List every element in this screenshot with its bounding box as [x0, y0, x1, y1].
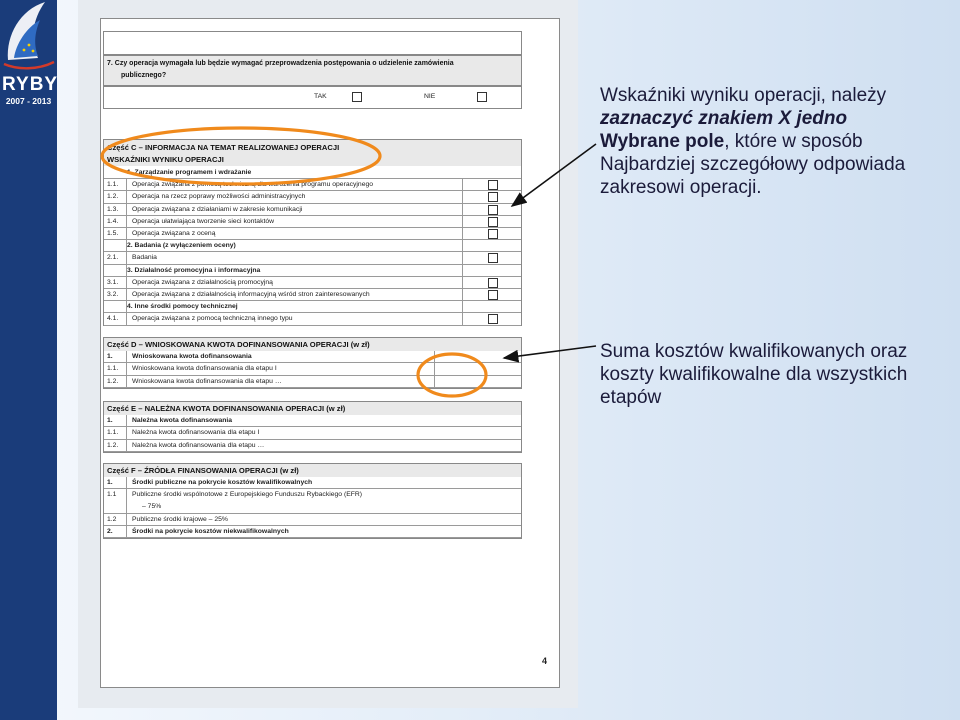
row-number: 2. [107, 527, 113, 535]
row-number: 1.5. [107, 230, 119, 237]
indicator-checkbox[interactable] [488, 314, 498, 324]
part-c-subtitle: WSKAŹNIKI WYNIKU OPERACJI [107, 155, 224, 164]
part-e-section [103, 401, 522, 453]
row-number: 1.1. [107, 429, 119, 437]
annotation-1-line3-rest: , które w sposób [724, 131, 863, 152]
part-c-header [104, 140, 521, 166]
fish-sail-icon [0, 0, 57, 72]
row-label: Należna kwota dofinansowania [132, 417, 233, 424]
row-number: 1.2. [107, 441, 119, 449]
question-7-box [103, 55, 522, 87]
annotation-2-line2: koszty kwalifikowalne dla wszystkich [600, 364, 908, 385]
annotation-costs [600, 340, 907, 409]
no-checkbox[interactable] [477, 92, 487, 102]
indicator-checkbox[interactable] [488, 278, 498, 288]
table-row [104, 313, 521, 325]
empty-field-box [103, 31, 522, 55]
table-row [104, 440, 521, 452]
row-label: Operacja związana z działaniami w zakresie komunikacji [132, 205, 303, 213]
annotation-1-line3 [600, 130, 905, 153]
table-row [104, 301, 521, 313]
indicator-checkbox[interactable] [488, 205, 498, 215]
row-label: Publiczne środki wspólnotowe z Europejskiego Funduszu Rybackiego (EFR) [132, 491, 363, 499]
table-row [104, 526, 521, 538]
table-row [104, 167, 521, 179]
indicator-checkbox[interactable] [488, 253, 498, 263]
table-row [104, 191, 521, 203]
row-number: 4.1. [107, 315, 119, 323]
row-number: 1.2 [107, 515, 117, 523]
indicator-checkbox[interactable] [488, 217, 498, 227]
page-number: 4 [542, 656, 548, 666]
row-label: Badania [132, 254, 157, 262]
row-number: 1.3. [107, 205, 119, 213]
table-row [104, 415, 521, 427]
row-label: Operacja ułatwiająca tworzenie sieci kontaktów [132, 217, 275, 225]
part-e-title: Część E – NALEŻNA KWOTA DOFINANSOWANIA OPERACJI (w zł) [107, 404, 346, 413]
no-label: NIE [424, 93, 436, 100]
indicator-checkbox[interactable] [488, 229, 498, 239]
annotation-1-line4: Najbardziej szczegółowy odpowiada [600, 154, 906, 175]
row-number: 1.2. [107, 193, 119, 201]
table-row [104, 289, 521, 301]
yes-checkbox[interactable] [352, 92, 362, 102]
part-c-title: Część C – INFORMACJA NA TEMAT REALIZOWANEJ OPERACJI [107, 143, 340, 152]
logo-years: 2007 - 2013 [5, 96, 52, 106]
row-number: 1. [107, 353, 113, 360]
indicator-checkbox[interactable] [488, 192, 498, 202]
document-page [100, 18, 560, 688]
annotation-2-line1: Suma kosztów kwalifikowanych oraz [600, 341, 908, 362]
indicator-checkbox[interactable] [488, 180, 498, 190]
table-row [104, 489, 521, 513]
annotation-1-line5: zakresowi operacji. [600, 177, 762, 198]
part-f-section [103, 463, 522, 539]
part-f-title: Część F – ŹRÓDŁA FINANSOWANIA OPERACJI (w zł) [107, 466, 299, 475]
table-row [104, 277, 521, 289]
row-number: 1.1 [107, 491, 117, 499]
table-row [104, 252, 521, 264]
row-label: 4. Inne środki pomocy technicznej [127, 303, 238, 311]
row-label: Operacja związana z oceną [132, 230, 216, 237]
row-number: 1.1. [107, 365, 119, 373]
yes-label: TAK [314, 93, 327, 100]
row-label: Publiczne środki krajowe – 25% [132, 515, 228, 523]
annotation-1-line2: zaznaczyć znakiem X jedno [600, 108, 848, 129]
row-label: Operacja związana z pomocą techniczną dla wdrożenia programu operacyjnego [132, 181, 374, 189]
ryby-logo [0, 0, 57, 110]
row-label: Wnioskowana kwota dofinansowania [132, 353, 252, 360]
row-label: Środki publiczne na pokrycie kosztów kwalifikowalnych [132, 479, 313, 486]
annotation-1-line3-bold: Wybrane pole [600, 131, 725, 152]
row-label: Operacja na rzecz poprawy możliwości administracyjnych [132, 193, 306, 201]
table-row [104, 477, 521, 489]
question-7-text-line2: publicznego? [121, 72, 167, 79]
table-row [104, 363, 521, 375]
row-label: Wnioskowana kwota dofinansowania dla etapu I [132, 365, 277, 373]
row-label: Operacja związana z działalnością informacyjną wśród stron zainteresowanych [132, 291, 370, 298]
row-label: 1. Zarządzanie programem i wdrażanie [127, 169, 252, 176]
annotation-2-line3: etapów [600, 387, 662, 408]
row-label: Środki na pokrycie kosztów niekwalifikowalnych [132, 527, 289, 535]
row-label: Należna kwota dofinansowania dla etapu I [132, 429, 260, 437]
row-label: Operacja związana z działalnością promocyjną [132, 278, 273, 286]
row-label: 2. Badania (z wyłączeniem oceny) [127, 242, 236, 250]
table-row [104, 351, 521, 363]
row-number: 3.1. [107, 278, 119, 286]
row-label: Wnioskowana kwota dofinansowania dla etapu … [132, 377, 282, 385]
table-row [104, 265, 521, 277]
row-number: 1. [107, 417, 113, 424]
row-number: 3.2. [107, 291, 119, 298]
row-label-cont: – 75% [142, 503, 162, 511]
table-row [104, 514, 521, 526]
annotation-1-line1: Wskaźniki wyniku operacji, należy [600, 85, 887, 106]
table-row [104, 228, 521, 240]
table-row [104, 179, 521, 191]
row-number: 1.1. [107, 181, 119, 189]
table-row [104, 427, 521, 439]
left-sidebar [0, 0, 57, 720]
indicator-checkbox[interactable] [488, 290, 498, 300]
question-7-text-line1: 7. Czy operacja wymagała lub będzie wymagać przeprowadzenia postępowania o udzielenie zamówienia [107, 60, 454, 67]
row-label: 3. Działalność promocyjna i informacyjna [127, 266, 261, 274]
part-d-section [103, 337, 522, 389]
part-c-section [103, 139, 522, 326]
table-row [104, 216, 521, 228]
table-row [104, 240, 521, 252]
row-number: 1. [107, 479, 113, 486]
annotation-indicators [600, 84, 905, 199]
row-number: 1.2. [107, 377, 119, 385]
row-number: 2.1. [107, 254, 119, 262]
row-number: 1.4. [107, 217, 119, 225]
row-label: Należna kwota dofinansowania dla etapu … [132, 441, 265, 449]
table-row [104, 376, 521, 388]
logo-text: RYBY [2, 74, 59, 95]
question-7-answer-box [103, 85, 522, 109]
row-label: Operacja związana z pomocą techniczną innego typu [132, 315, 293, 323]
part-d-title: Część D – WNIOSKOWANA KWOTA DOFINANSOWANIA OPERACJI (w zł) [107, 340, 370, 349]
table-row [104, 204, 521, 216]
